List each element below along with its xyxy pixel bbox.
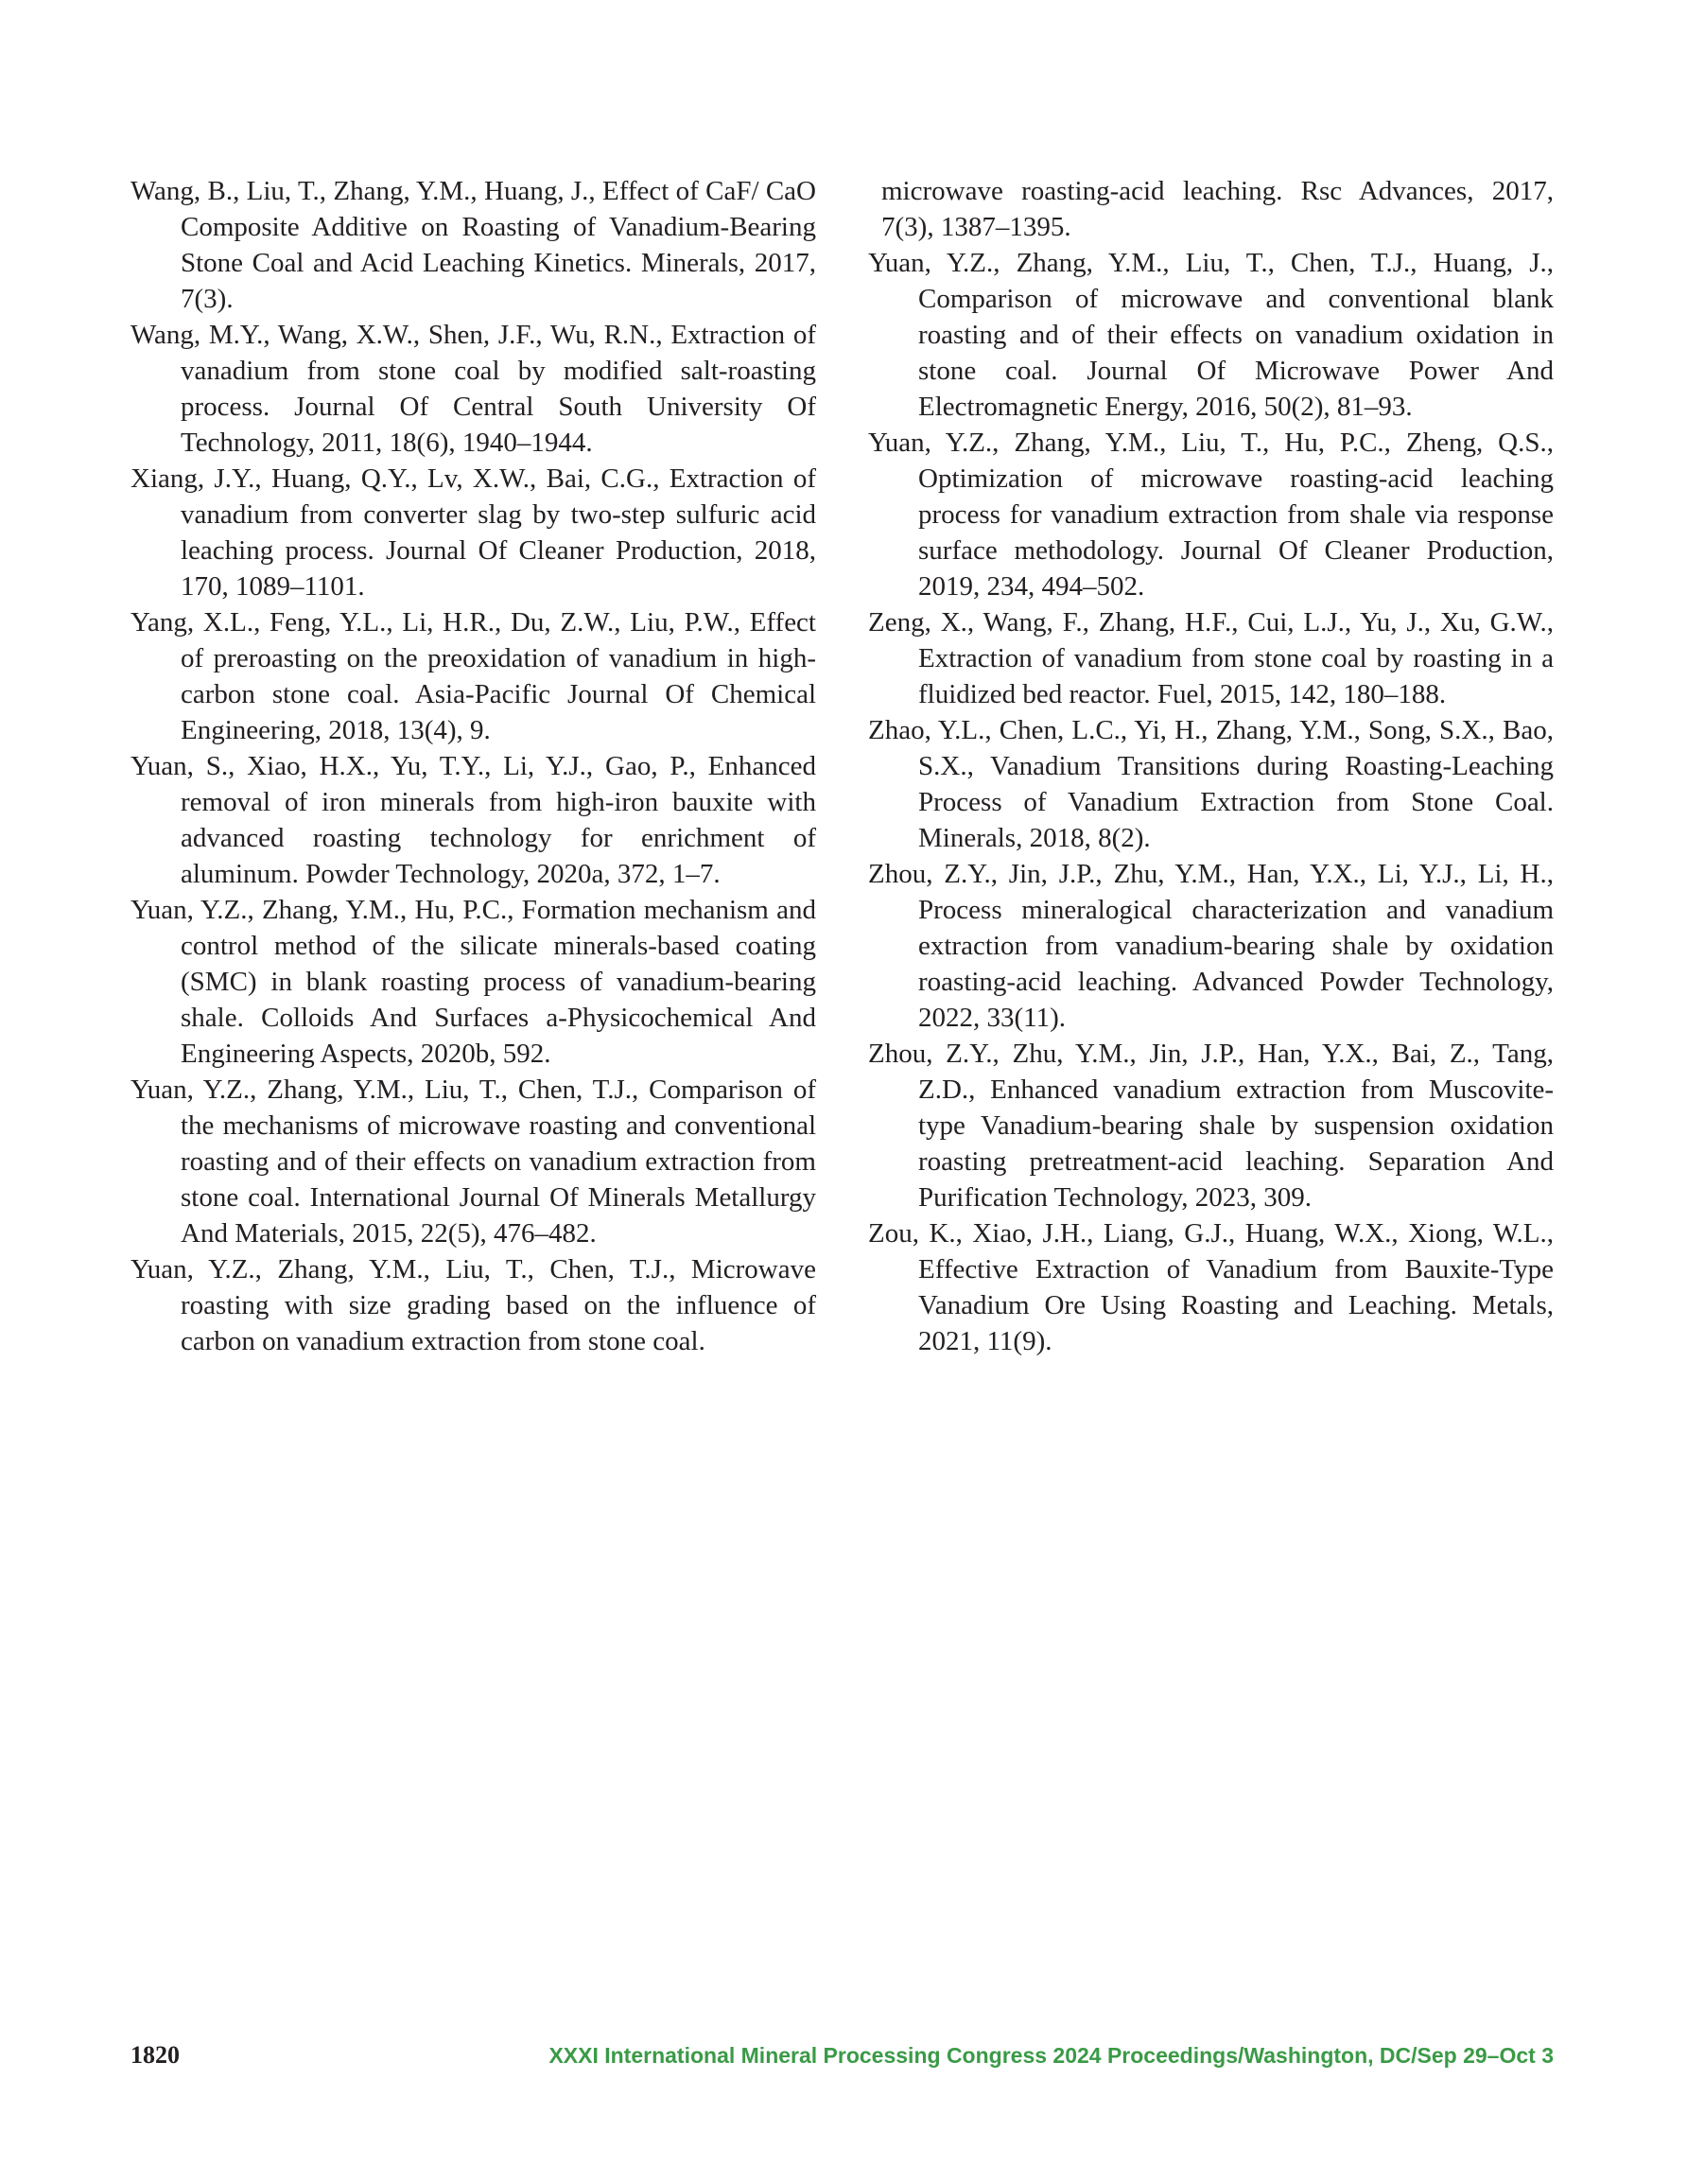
reference-entry: Yuan, Y.Z., Zhang, Y.M., Liu, T., Hu, P.C., Zheng, Q.S., Optimization of microwave roasting-acid leaching process for vanadium extraction from shale via response surface methodology. Journal Of Cleaner Production, 2019, 234, 494–502. [868,428,1554,602]
reference-column-right [868,173,1554,1359]
reference-entry: Yuan, Y.Z., Zhang, Y.M., Liu, T., Chen, T.J., Microwave roasting with size grading based on the influence of carbon on vanadium extraction from stone coal. [130,1254,816,1356]
reference-column-left [130,173,816,1359]
page-number: 1820 [130,2041,180,2069]
page-footer [130,2036,1554,2074]
reference-entry: Zhou, Z.Y., Zhu, Y.M., Jin, J.P., Han, Y.X., Bai, Z., Tang, Z.D., Enhanced vanadium extraction from Muscovite-type Vanadium-bearing shale by suspension oxidation roasting pretreatment-acid leaching. Separation And Purification Technology, 2023, 309. [868,1039,1554,1213]
reference-entry: Yang, X.L., Feng, Y.L., Li, H.R., Du, Z.W., Liu, P.W., Effect of preroasting on the preoxidation of vanadium in high-carbon stone coal. Asia-Pacific Journal Of Chemical Engineering, 2018, 13(4), 9. [130,607,816,745]
reference-entry: Yuan, Y.Z., Zhang, Y.M., Liu, T., Chen, T.J., Huang, J., Comparison of microwave and conventional blank roasting and of their effects on vanadium oxidation in stone coal. Journal Of Microwave Power And Electromagnetic Energy, 2016, 50(2), 81–93. [868,248,1554,422]
reference-entry: Wang, B., Liu, T., Zhang, Y.M., Huang, J., Effect of CaF/ CaO Composite Additive on Roasting of Vanadium-Bearing Stone Coal and Acid Leaching Kinetics. Minerals, 2017, 7(3). [130,176,816,314]
reference-entry: Xiang, J.Y., Huang, Q.Y., Lv, X.W., Bai, C.G., Extraction of vanadium from converter slag by two-step sulfuric acid leaching process. Journal Of Cleaner Production, 2018, 170, 1089–1101. [130,463,816,602]
reference-entry: Zeng, X., Wang, F., Zhang, H.F., Cui, L.J., Yu, J., Xu, G.W., Extraction of vanadium from stone coal by roasting in a fluidized bed reactor. Fuel, 2015, 142, 180–188. [868,607,1554,709]
reference-entry-continuation: microwave roasting-acid leaching. Rsc Advances, 2017, 7(3), 1387–1395. [881,176,1554,242]
reference-entry: Yuan, S., Xiao, H.X., Yu, T.Y., Li, Y.J., Gao, P., Enhanced removal of iron minerals from high-iron bauxite with advanced roasting technology for enrichment of aluminum. Powder Technology, 2020a, 372, 1–7. [130,751,816,889]
reference-entry: Zou, K., Xiao, J.H., Liang, G.J., Huang, W.X., Xiong, W.L., Effective Extraction of Vanadium from Bauxite-Type Vanadium Ore Using Roasting and Leaching. Metals, 2021, 11(9). [868,1218,1554,1356]
reference-entry: Zhao, Y.L., Chen, L.C., Yi, H., Zhang, Y.M., Song, S.X., Bao, S.X., Vanadium Transitions during Roasting-Leaching Process of Vanadium Extraction from Stone Coal. Minerals, 2018, 8(2). [868,715,1554,853]
reference-entry: Wang, M.Y., Wang, X.W., Shen, J.F., Wu, R.N., Extraction of vanadium from stone coal by modified salt-roasting process. Journal Of Central South University Of Technology, 2011, 18(6), 1940–1944. [130,320,816,458]
reference-entry: Zhou, Z.Y., Jin, J.P., Zhu, Y.M., Han, Y.X., Li, Y.J., Li, H., Process mineralogical characterization and vanadium extraction from vanadium-bearing shale by oxidation roasting-acid leaching. Advanced Powder Technology, 2022, 33(11). [868,859,1554,1033]
reference-entry: Yuan, Y.Z., Zhang, Y.M., Liu, T., Chen, T.J., Comparison of the mechanisms of microwave roasting and conventional roasting and of their effects on vanadium extraction from stone coal. International Journal Of Minerals Metallurgy And Materials, 2015, 22(5), 476–482. [130,1075,816,1249]
reference-entry: Yuan, Y.Z., Zhang, Y.M., Hu, P.C., Formation mechanism and control method of the silicate minerals-based coating (SMC) in blank roasting process of vanadium-bearing shale. Colloids And Surfaces a-Physicochemical And Engineering Aspects, 2020b, 592. [130,895,816,1069]
running-footer-title: XXXI International Mineral Processing Congress 2024 Proceedings/Washington, DC/Sep 29–Oct 3 [548,2043,1554,2068]
